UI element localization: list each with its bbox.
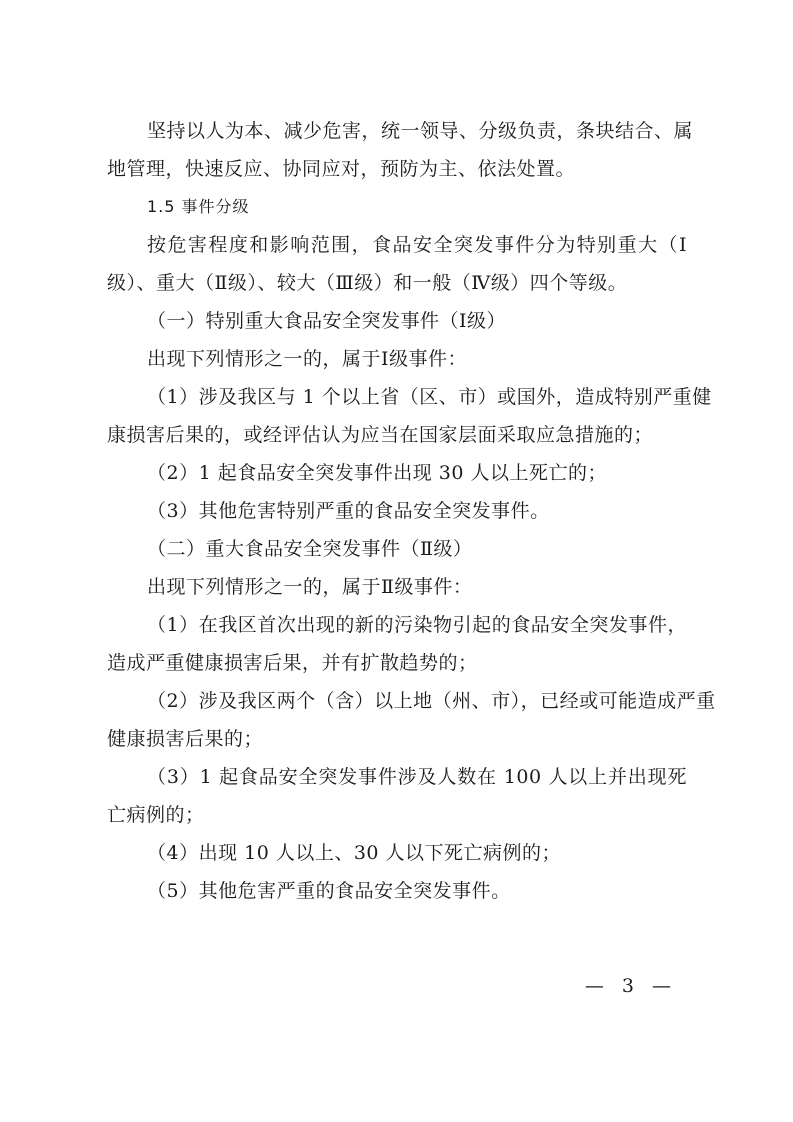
paragraph-line: （5）其他危害严重的食品安全突发事件。: [147, 880, 511, 902]
level1-item-2: [107, 454, 687, 492]
level2-item-1: [107, 606, 687, 682]
paragraph-line: 亡病例的；: [107, 804, 205, 826]
paragraph-line: 健康损害后果的；: [107, 728, 264, 750]
level2-item-5: [107, 872, 687, 910]
paragraph-line: 地管理，快速反应、协同应对，预防为主、依法处置。: [107, 158, 576, 180]
paragraph-line: 按危害程度和影响范围，食品安全突发事件分为特别重大（Ⅰ: [147, 234, 687, 256]
paragraph-line: （2）1 起食品安全突发事件出现 30 人以上死亡的；: [147, 462, 607, 484]
classification-paragraph: [107, 226, 687, 302]
level1-title: [107, 302, 687, 340]
paragraph-line: （二）重大食品安全突发事件（Ⅱ级）: [147, 538, 473, 560]
principle-paragraph: [107, 112, 694, 188]
level2-item-4: [107, 834, 687, 872]
paragraph-line: 康损害后果的，或经评估认为应当在国家层面采取应急措施的；: [107, 424, 654, 446]
paragraph-line: （3）1 起食品安全突发事件涉及人数在 100 人以上并出现死: [147, 766, 687, 788]
level1-intro: [107, 340, 687, 378]
level2-title: [107, 530, 687, 568]
level2-item-2: [107, 682, 716, 758]
section-heading: 1.5 事件分级: [147, 197, 250, 216]
paragraph-line: 坚持以人为本、减少危害，统一领导、分级负责，条块结合、属: [147, 120, 694, 142]
level1-item-3: [107, 492, 687, 530]
paragraph-line: （2）涉及我区两个（含）以上地（州、市），已经或可能造成严重: [147, 690, 716, 712]
paragraph-line: （4）出现 10 人以上、30 人以下死亡病例的；: [147, 842, 562, 864]
paragraph-line: 出现下列情形之一的，属于Ⅰ级事件：: [147, 348, 468, 370]
paragraph-line: 造成严重健康损害后果，并有扩散趋势的；: [107, 652, 478, 674]
paragraph-line: （1）涉及我区与 1 个以上省（区、市）或国外，造成特别严重健: [147, 386, 712, 408]
document-body: [107, 112, 716, 910]
paragraph-line: （3）其他危害特别严重的食品安全突发事件。: [147, 500, 550, 522]
level1-item-1: [107, 378, 712, 454]
paragraph-line: 出现下列情形之一的，属于Ⅱ级事件：: [147, 576, 473, 598]
paragraph-line: （一）特别重大食品安全突发事件（Ⅰ级）: [147, 310, 507, 332]
level2-item-3: [107, 758, 687, 834]
paragraph-line: 级）、重大（Ⅱ级）、较大（Ⅲ级）和一般（Ⅳ级）四个等级。: [107, 272, 628, 294]
paragraph-line: （1）在我区首次出现的新的污染物引起的食品安全突发事件，: [147, 614, 687, 636]
page-number: — 3 —: [584, 975, 677, 997]
level2-intro: [107, 568, 687, 606]
